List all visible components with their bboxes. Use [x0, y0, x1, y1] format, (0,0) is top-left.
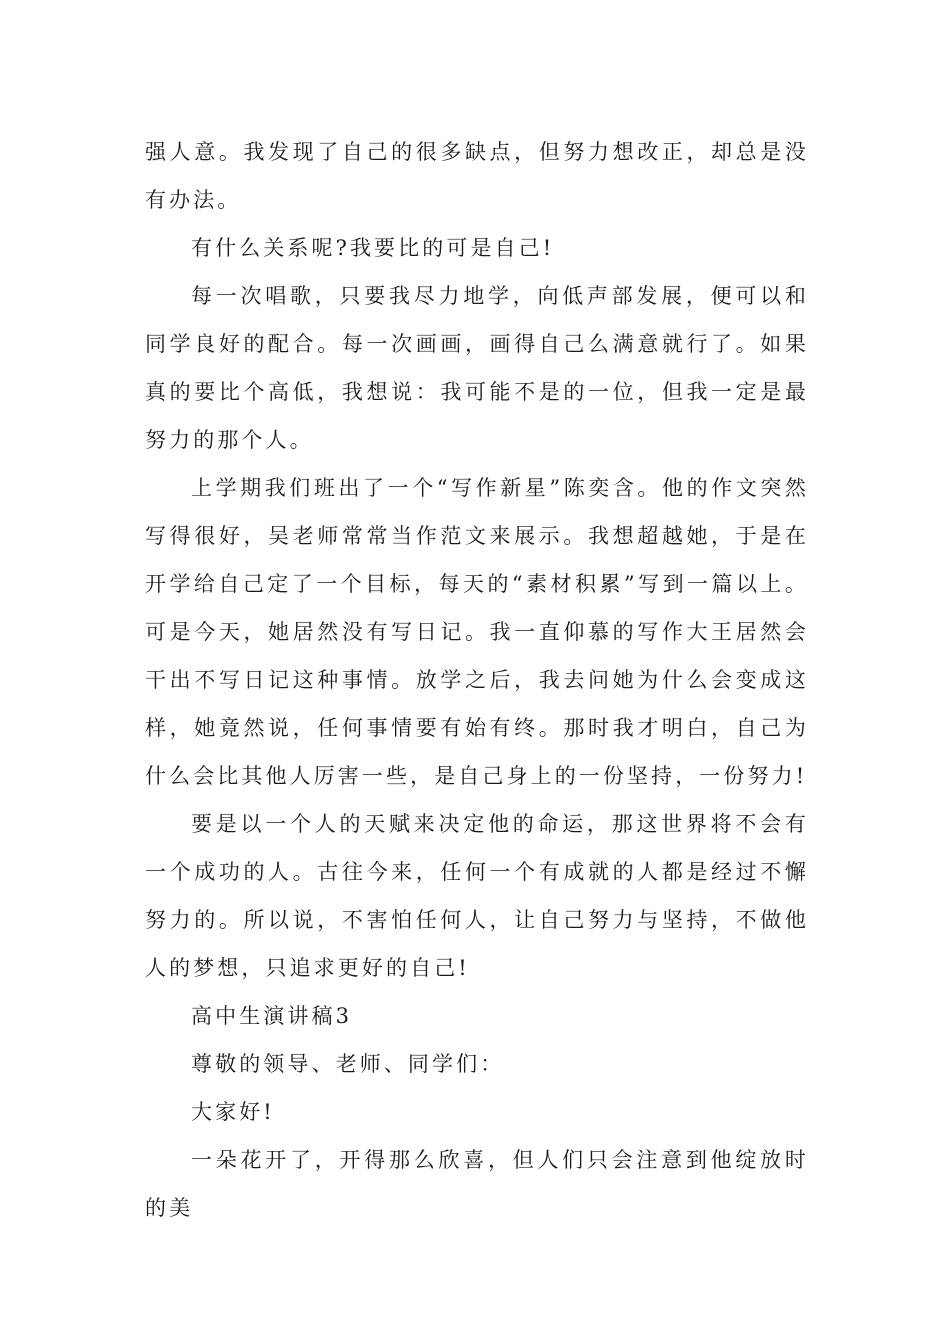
- paragraph-talent-fate: 要是以一个人的天赋来决定他的命运，那这世界将不会有一个成功的人。古往今来，任何一个有成就的人都是经过不懈努力的。所以说，不害怕任何人，让自己努力与坚持，不做他人的梦想，只追求更好的自己!: [145, 812, 809, 980]
- paragraph-question: 有什么关系呢?我要比的可是自己!: [191, 236, 555, 260]
- section-heading: 高中生演讲稿3: [191, 1004, 353, 1028]
- paragraph-flower: 一朵花开了，开得那么欣喜，但人们只会注意到他绽放时的美: [145, 1148, 809, 1220]
- greeting: 大家好!: [191, 1100, 275, 1124]
- paragraph-writing-star: 上学期我们班出了一个“写作新星”陈奕含。他的作文突然写得很好，吴老师常常当作范文来展示。我想超越她，于是在开学给自己定了一个目标，每天的“素材积累”写到一篇以上。可是今天，她居然没有写日记。我一直仰慕的写作大王居然会干出不写日记这种事情。放学之后，我去问她为什么会变成这样，她竟然说，任何事情要有始有终。那时我才明白，自己为什么会比其他人厉害一些，是自己身上的一份坚持，一份努力!: [145, 476, 809, 788]
- paragraph-continuation: 强人意。我发现了自己的很多缺点，但努力想改正，却总是没有办法。: [145, 140, 809, 212]
- salutation: 尊敬的领导、老师、同学们：: [191, 1052, 505, 1076]
- paragraph-singing-drawing: 每一次唱歌，只要我尽力地学，向低声部发展，便可以和同学良好的配合。每一次画画，画得自己么满意就行了。如果真的要比个高低，我想说：我可能不是的一位，但我一定是最努力的那个人。: [145, 284, 809, 452]
- document-body: [145, 128, 809, 1232]
